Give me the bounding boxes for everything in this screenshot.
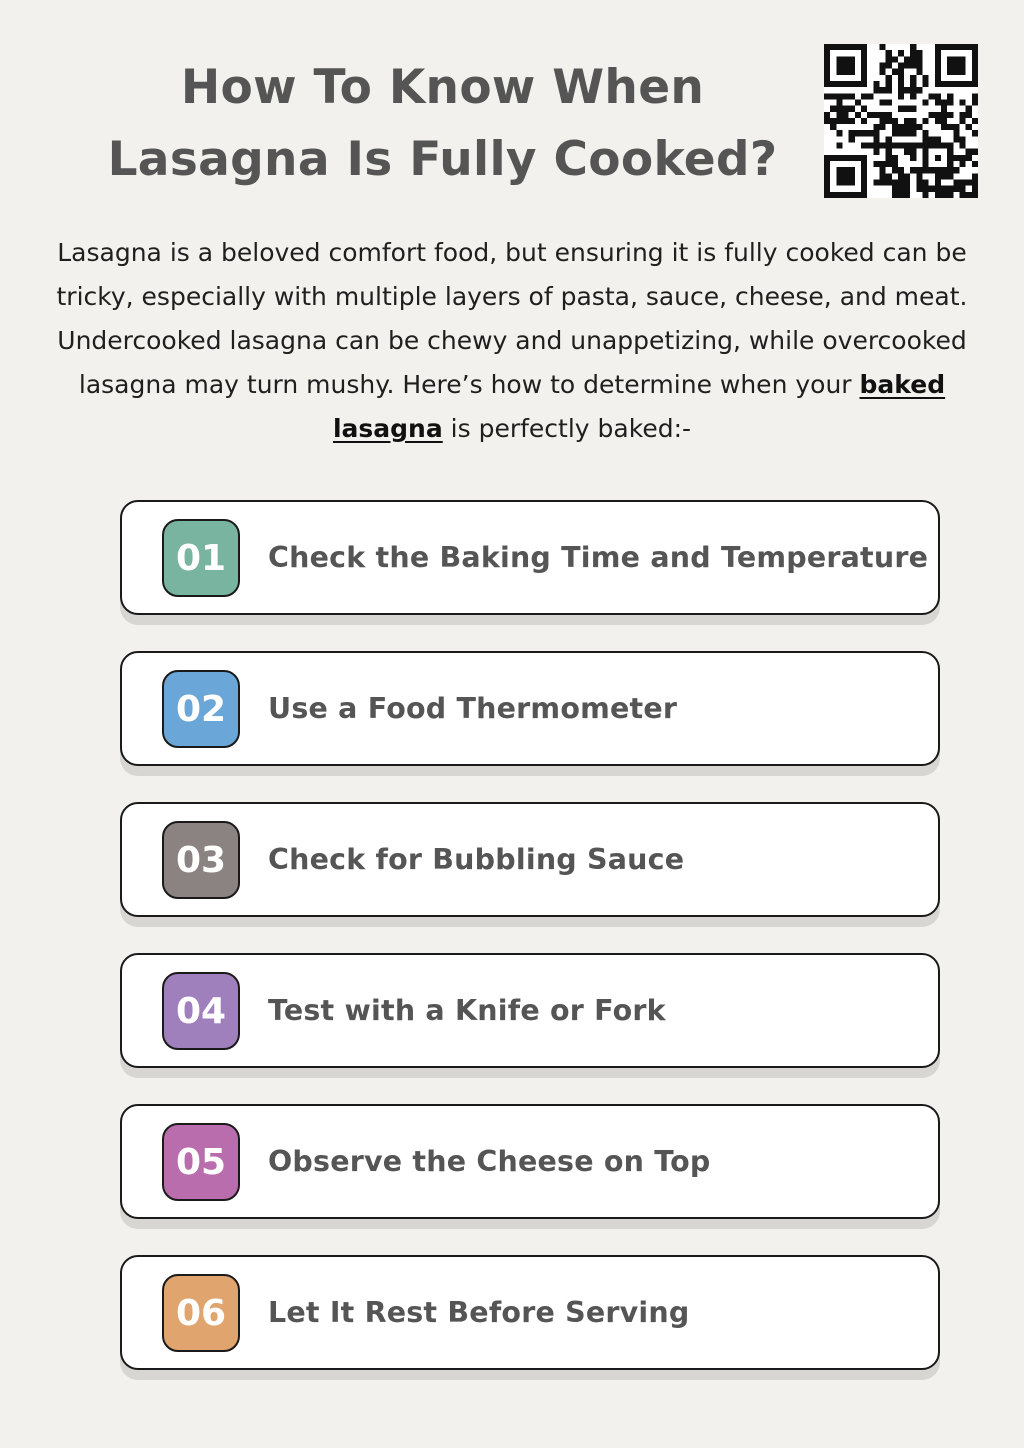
step-card-1 [120,500,940,615]
step-label: Check for Bubbling Sauce [268,842,685,876]
intro-text: Lasagna is a beloved comfort food, but ensuring it is fully cooked can be tricky, especially with multiple layers of pasta, sauce, cheese, and meat. Undercooked lasagna can be chewy and unappetizing, while overcooked lasagna may turn mushy. Here’s how to determine when your [56,238,968,399]
step-number-badge: 01 [162,519,240,597]
step-card-2 [120,651,940,766]
intro-paragraph [40,231,984,451]
step-label: Check the Baking Time and Temperature [268,540,929,574]
step-number-badge: 03 [162,821,240,899]
steps-list [120,500,940,1406]
baked-lasagna-link[interactable]: baked lasagna [332,370,946,443]
qr-code-icon[interactable] [824,44,978,198]
step-label: Use a Food Thermometer [268,691,678,725]
step-card-6 [120,1255,940,1370]
title-line-1: How To Know When [180,60,705,115]
step-card-3 [120,802,940,917]
step-number-badge: 04 [162,972,240,1050]
intro-text-end: is perfectly baked:- [442,414,692,443]
step-number-badge: 06 [162,1274,240,1352]
title-line-2: Lasagna Is Fully Cooked? [107,132,778,187]
page-title [70,52,815,196]
step-label: Observe the Cheese on Top [268,1144,711,1178]
step-card-4 [120,953,940,1068]
step-number-badge: 05 [162,1123,240,1201]
step-label: Test with a Knife or Fork [268,993,666,1027]
step-label: Let It Rest Before Serving [268,1295,690,1329]
step-card-5 [120,1104,940,1219]
step-number-badge: 02 [162,670,240,748]
